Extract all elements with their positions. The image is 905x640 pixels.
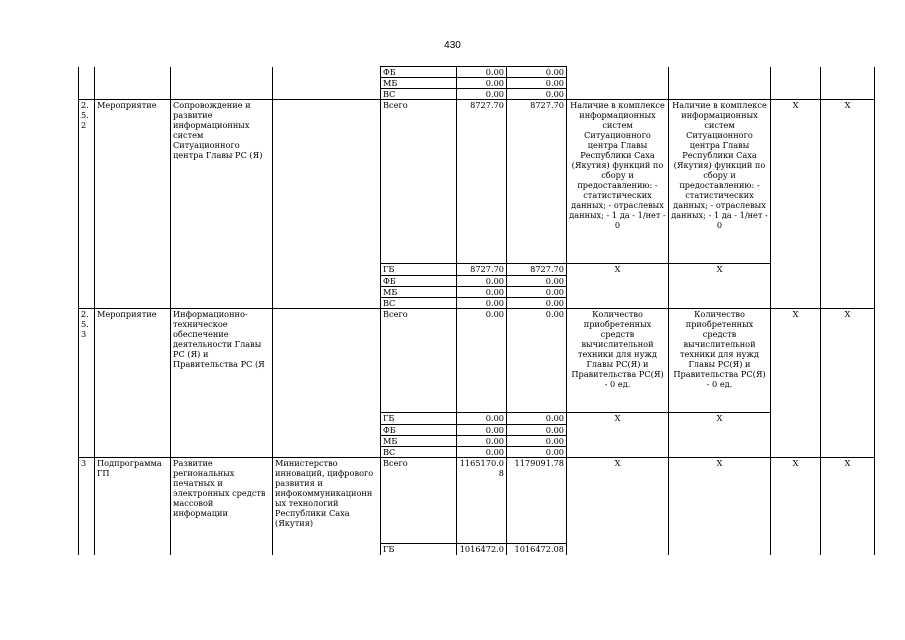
table-row [79,458,875,544]
value-cell: 1016472.08 [507,544,567,555]
value-cell: 0.00 [507,89,567,100]
source-cell: ВС [381,298,457,309]
source-cell: ГБ [381,264,457,276]
source-cell: ФБ [381,67,457,78]
indicator-cell: X [669,458,771,555]
value-cell: 0.00 [457,67,507,78]
x-cell: X [821,309,875,458]
value-cell: 8727.70 [457,264,507,276]
value-cell: 0.00 [457,425,507,436]
item-executor [273,100,381,309]
value-cell: 0.00 [457,309,507,413]
value-cell: 0.00 [507,276,567,287]
x-cell: X [771,309,821,458]
item-type: Мероприятие [95,309,171,458]
table-row [79,100,875,264]
value-cell: 0.00 [507,447,567,458]
source-cell: ФБ [381,276,457,287]
item-name: Информационно-техническое обеспечение деятельности Главы РС (Я) и Правительства РС (Я [171,309,273,458]
indicator-cell: Наличие в комплексе информационных систем Ситуационного центра Главы Республики Саха (Якутия) функций по сбору и предоставлению: - статистических данных; - отраслевых данных; - 1 да - 1/нет - 0 [567,100,669,264]
value-cell: 1165170.0 8 [457,458,507,544]
item-number: 2.5. 2 [79,100,95,309]
source-cell: ГБ [381,544,457,555]
value-cell: 8727.70 [457,100,507,264]
item-name: Сопровождение и развитие информационных систем Ситуационного центра Главы РС (Я) [171,100,273,309]
item-number: 2.5. 3 [79,309,95,458]
value-cell: 0.00 [507,413,567,425]
value-cell: 1179091.78 [507,458,567,544]
value-cell: 0.00 [457,447,507,458]
value-cell: 0.00 [507,425,567,436]
item-executor [273,309,381,458]
x-cell: X [669,413,771,458]
x-cell: X [771,458,821,555]
source-cell: ГБ [381,413,457,425]
item-name: Развитие региональных печатных и электронных средств массовой информации [171,458,273,555]
source-cell: МБ [381,287,457,298]
source-cell: МБ [381,78,457,89]
value-cell: 8727.70 [507,264,567,276]
source-cell: Всего [381,100,457,264]
value-cell: 0.00 [507,67,567,78]
value-cell: 0.00 [457,287,507,298]
source-cell: Всего [381,309,457,413]
item-executor: Министерство инноваций, цифрового развития и инфокоммуникационн ых технологий Республики Саха (Якутия) [273,458,381,555]
x-cell: X [567,413,669,458]
item-type: Подпрограмма ГП [95,458,171,555]
value-cell: 0.00 [507,78,567,89]
value-cell: 0.00 [507,436,567,447]
indicator-cell: Наличие в комплексе информационных систем Ситуационного центра Главы Республики Саха (Якутия) функций по сбору и предоставлению: - статистических данных; - отраслевых данных; - 1 да - 1/нет - 0 [669,100,771,264]
value-cell: 0.00 [457,78,507,89]
table-row [79,309,875,413]
source-cell: МБ [381,436,457,447]
x-cell: X [669,264,771,309]
value-cell: 0.00 [457,436,507,447]
value-cell: 0.00 [457,276,507,287]
item-type: Мероприятие [95,100,171,309]
value-cell: 0.00 [507,309,567,413]
item-number: 3 [79,458,95,555]
value-cell: 0.00 [457,298,507,309]
value-cell: 0.00 [457,89,507,100]
indicator-cell: Количество приобретенных средств вычислительной техники для нужд Главы РС(Я) и Правительства РС(Я) - 0 ед. [669,309,771,413]
x-cell: X [821,458,875,555]
value-cell: 0.00 [457,413,507,425]
budget-table [78,66,875,555]
value-cell: 1016472.0 [457,544,507,555]
source-cell: ВС [381,447,457,458]
x-cell: X [821,100,875,309]
value-cell: 0.00 [507,298,567,309]
x-cell: X [567,264,669,309]
source-cell: ВС [381,89,457,100]
value-cell: 8727.70 [507,100,567,264]
indicator-cell: X [567,458,669,555]
source-cell: ФБ [381,425,457,436]
indicator-cell: Количество приобретенных средств вычислительной техники для нужд Главы РС(Я) и Правительства РС(Я) - 0 ед. [567,309,669,413]
value-cell: 0.00 [507,287,567,298]
page-number: 430 [444,40,461,51]
table-row [79,67,875,78]
x-cell: X [771,100,821,309]
source-cell: Всего [381,458,457,544]
